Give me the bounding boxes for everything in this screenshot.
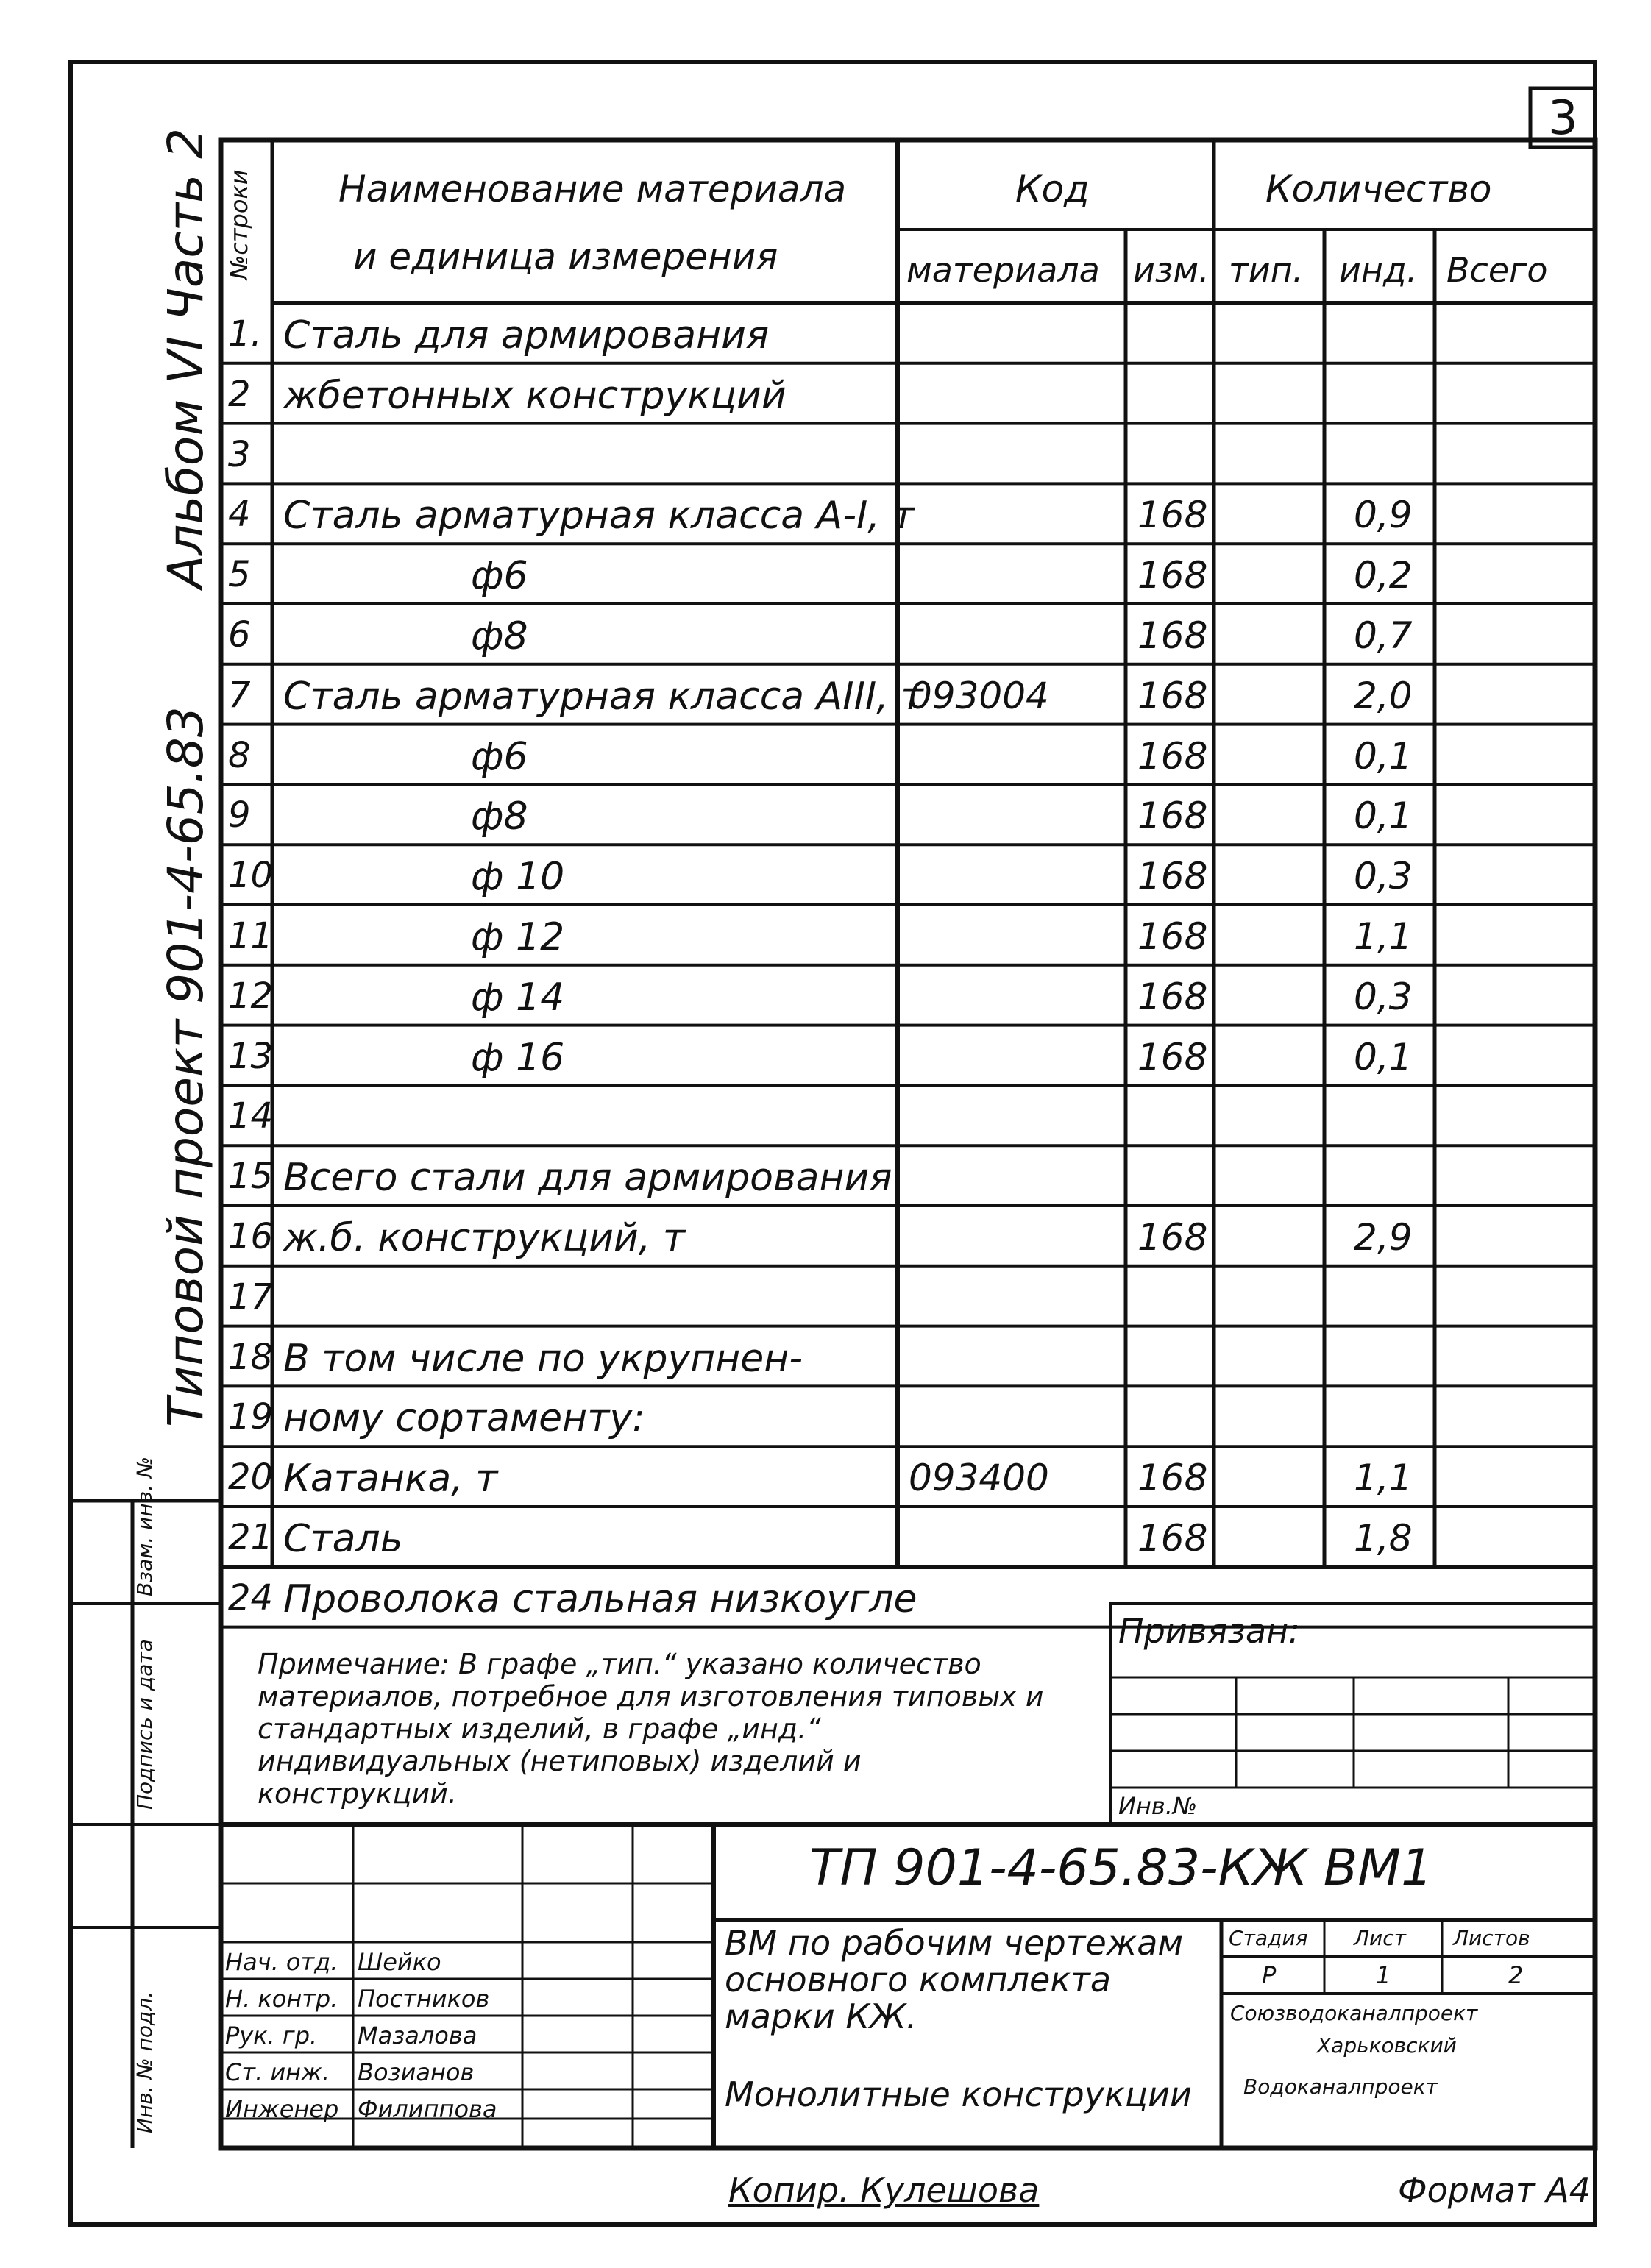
table-cell-ind: 0,7 [1354, 614, 1413, 657]
signer-role: Инженер [225, 2095, 339, 2123]
org-line-1: Союзводоканалпроект [1230, 2001, 1478, 2025]
table-cell-no: 4 [228, 494, 251, 536]
signer-name: Возианов [358, 2058, 475, 2086]
table-cell-name: ф6 [471, 554, 528, 599]
table-cell-name: ф8 [471, 614, 528, 658]
table-cell-name: Сталь [283, 1517, 403, 1561]
header-material-name-1: Наименование материала [338, 168, 847, 210]
doc-description-3: марки КЖ. [725, 1997, 917, 2036]
side-label-sign-date: Подпись и дата [132, 1639, 157, 1810]
sheet-number: 3 [1548, 91, 1578, 146]
table-cell-ind: 1,1 [1354, 915, 1413, 958]
header-code: Код [1015, 168, 1090, 210]
table-cell-no: 8 [228, 734, 251, 776]
privyazan-label: Привязан: [1118, 1611, 1300, 1651]
table-cell-unit: 168 [1137, 915, 1208, 958]
table-cell-no: 1. [228, 313, 262, 355]
inv-no-label: Инв.№ [1118, 1792, 1198, 1820]
stage-label: Стадия [1229, 1926, 1308, 1950]
signer-role: Рук. гр. [225, 2022, 318, 2050]
table-cell-no: 24 [228, 1576, 274, 1618]
table-cell-name: В том числе по укрупнен- [283, 1336, 803, 1381]
table-cell-no: 10 [228, 855, 274, 897]
table-cell-unit: 168 [1137, 734, 1208, 778]
table-cell-no: 5 [228, 554, 251, 596]
table-cell-unit: 168 [1137, 614, 1208, 657]
org-line-3: Водоканалпроект [1243, 2075, 1438, 2099]
signer-name: Постников [358, 1985, 490, 2013]
header-code-unit: изм. [1133, 250, 1210, 290]
table-cell-name: ф 16 [471, 1035, 565, 1080]
table-cell-name: жбетонных конструкций [283, 373, 787, 418]
table-cell-unit: 168 [1137, 674, 1208, 717]
table-cell-name: Сталь арматурная класса А-I, т [283, 494, 915, 538]
table-cell-ind: 2,9 [1354, 1216, 1413, 1259]
table-cell-name: ф8 [471, 794, 528, 839]
table-cell-name: ф 12 [471, 915, 565, 959]
header-qty-typ: тип. [1229, 250, 1304, 290]
table-cell-ind: 0,9 [1354, 494, 1413, 537]
table-cell-name: Сталь для армирования [283, 313, 770, 358]
table-cell-no: 13 [228, 1035, 274, 1077]
signer-role: Нач. отд. [225, 1948, 338, 1976]
table-cell-unit: 168 [1137, 855, 1208, 898]
signer-role: Ст. инж. [225, 2058, 330, 2086]
table-cell-no: 9 [228, 794, 251, 836]
table-cell-code: 093004 [909, 674, 1049, 717]
table-cell-no: 19 [228, 1396, 274, 1438]
table-cell-no: 2 [228, 373, 251, 415]
table-cell-ind: 0,3 [1354, 855, 1413, 898]
table-cell-no: 17 [228, 1276, 274, 1318]
table-cell-no: 14 [228, 1095, 274, 1137]
sheet-label: Лист [1354, 1926, 1406, 1950]
doc-code: ТП 901-4-65.83-КЖ ВМ1 [809, 1839, 1433, 1897]
table-cell-unit: 168 [1137, 1457, 1208, 1500]
signer-name: Мазалова [358, 2022, 477, 2050]
table-cell-no: 21 [228, 1517, 274, 1558]
doc-description-4: Монолитные конструкции [725, 2075, 1192, 2114]
table-cell-no: 7 [228, 674, 251, 716]
table-cell-unit: 168 [1137, 1035, 1208, 1078]
table-cell-no: 15 [228, 1156, 274, 1198]
table-cell-name: ф 14 [471, 975, 565, 1020]
table-cell-name: Катанка, т [283, 1457, 498, 1501]
table-cell-name: Всего стали для армирования [283, 1156, 892, 1201]
header-qty-ind: инд. [1339, 250, 1418, 290]
note-text: Примечание: В графе „тип.“ указано количество материалов, потребное для изготовления типовых и стандартных изделий, в графе „инд.“ индивидуальных (нетиповых) изделий и конструкций. [258, 1648, 1044, 1810]
table-cell-unit: 168 [1137, 494, 1208, 537]
table-cell-name: Проволока стальная низкоугле [283, 1576, 917, 1621]
side-label-inv-orig: Инв. № подл. [132, 1991, 157, 2133]
table-cell-no: 3 [228, 433, 251, 475]
sheets-value: 2 [1508, 1961, 1524, 1989]
table-cell-no: 16 [228, 1216, 274, 1257]
header-qty-total: Всего [1446, 250, 1548, 290]
project-title: Типовой проект 901-4-65.83 [157, 706, 214, 1427]
table-cell-name: Сталь арматурная класса АIII, т [283, 674, 923, 719]
header-code-material: материала [906, 250, 1100, 290]
table-cell-no: 20 [228, 1457, 274, 1499]
table-cell-no: 11 [228, 915, 274, 956]
table-cell-name: ному сортаменту: [283, 1396, 645, 1441]
table-cell-unit: 168 [1137, 554, 1208, 597]
signer-name: Шейко [358, 1948, 441, 1976]
table-cell-unit: 168 [1137, 794, 1208, 838]
sheets-label: Листов [1453, 1926, 1530, 1950]
signer-role: Н. контр. [225, 1985, 338, 2013]
header-row-no: №строки [225, 169, 253, 280]
table-cell-name: ф 10 [471, 855, 565, 900]
table-cell-ind: 1,1 [1354, 1457, 1413, 1500]
copied-by: Копир. Кулешова [728, 2170, 1040, 2210]
table-cell-no: 12 [228, 975, 274, 1017]
table-cell-name: ф6 [471, 734, 528, 779]
table-cell-no: 6 [228, 614, 251, 655]
table-cell-ind: 0,1 [1354, 734, 1413, 778]
table-cell-ind: 2,0 [1354, 674, 1413, 717]
album-title: Альбом VI Часть 2 [157, 128, 214, 589]
table-cell-name: ж.б. конструкций, т [283, 1216, 686, 1260]
doc-description-1: ВМ по рабочим чертежам [725, 1923, 1184, 1963]
org-line-2: Харьковский [1317, 2033, 1457, 2058]
sheet-value: 1 [1376, 1961, 1391, 1989]
table-cell-ind: 0,3 [1354, 975, 1413, 1018]
stage-value: Р [1262, 1961, 1277, 1989]
side-label-vzam-inv: Взам. инв. № [132, 1456, 157, 1596]
header-material-name-2: и единица измерения [353, 235, 778, 278]
table-cell-ind: 1,8 [1354, 1517, 1413, 1560]
table-cell-ind: 0,1 [1354, 794, 1413, 838]
table-cell-ind: 0,1 [1354, 1035, 1413, 1078]
table-cell-unit: 168 [1137, 975, 1208, 1018]
doc-description-2: основного комплекта [725, 1960, 1112, 1999]
table-cell-ind: 0,2 [1354, 554, 1413, 597]
header-quantity: Количество [1265, 168, 1492, 210]
table-cell-unit: 168 [1137, 1216, 1208, 1259]
table-cell-code: 093400 [909, 1457, 1049, 1500]
table-cell-no: 18 [228, 1336, 274, 1378]
table-cell-unit: 168 [1137, 1517, 1208, 1560]
format-label: Формат А4 [1398, 2170, 1591, 2210]
signer-name: Филиппова [358, 2095, 497, 2123]
